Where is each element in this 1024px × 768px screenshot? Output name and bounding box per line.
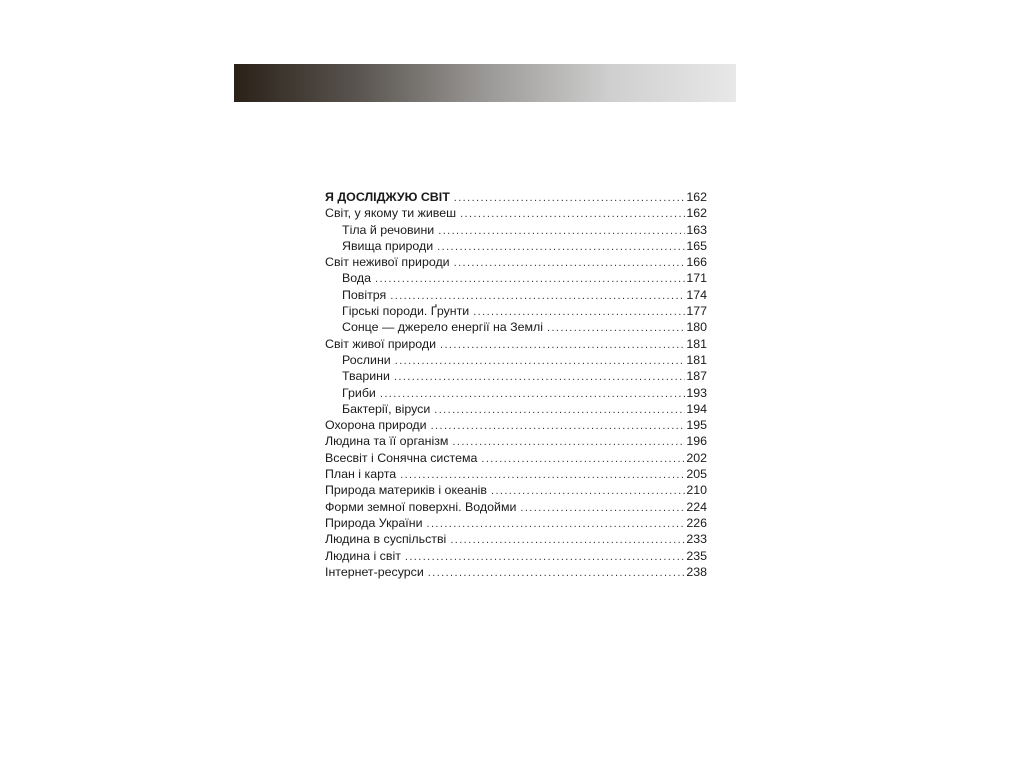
table-of-contents <box>325 189 707 580</box>
toc-entry-page: 187 <box>686 369 707 384</box>
toc-entry-page: 205 <box>686 467 707 482</box>
toc-entry <box>325 515 707 531</box>
toc-entry <box>325 482 707 498</box>
toc-entry <box>325 189 707 205</box>
toc-entry-page: 181 <box>686 352 707 367</box>
toc-entry-page: 224 <box>686 499 707 514</box>
toc-entry-title: Повітря <box>342 287 387 302</box>
toc-dot-leader <box>400 467 685 482</box>
toc-dot-leader <box>450 532 685 547</box>
toc-entry-title: Охорона природи <box>325 418 427 433</box>
toc-entry <box>325 466 707 482</box>
toc-entry-page: 163 <box>686 222 707 237</box>
toc-entry-page: 196 <box>686 434 707 449</box>
toc-entry <box>325 548 707 564</box>
toc-entry <box>325 564 707 580</box>
toc-entry <box>325 401 707 417</box>
toc-entry-title: План і карта <box>325 467 397 482</box>
toc-dot-leader <box>380 386 685 401</box>
toc-entry-title: Гірські породи. Ґрунти <box>342 304 470 319</box>
toc-entry <box>325 385 707 401</box>
toc-entry-page: 193 <box>686 385 707 400</box>
toc-dot-leader <box>547 320 685 335</box>
toc-dot-leader <box>431 418 686 433</box>
toc-dot-leader <box>440 337 685 352</box>
toc-entry-page: 166 <box>686 255 707 270</box>
toc-dot-leader <box>438 223 685 238</box>
toc-dot-leader <box>428 565 686 580</box>
toc-entry-title: Людина та її організм <box>325 434 449 449</box>
toc-entry <box>325 270 707 286</box>
toc-entry <box>325 238 707 254</box>
toc-entry <box>325 254 707 270</box>
toc-entry-title: Світ, у якому ти живеш <box>325 206 457 221</box>
toc-entry-title: Вода <box>342 271 372 286</box>
toc-entry-title: Природа України <box>325 515 423 530</box>
toc-entry <box>325 368 707 384</box>
toc-dot-leader <box>460 206 685 221</box>
toc-entry-page: 235 <box>686 548 707 563</box>
toc-entry <box>325 417 707 433</box>
toc-entry <box>325 499 707 515</box>
toc-dot-leader <box>454 190 686 205</box>
toc-entry-title: Природа материків і океанів <box>325 483 487 498</box>
toc-dot-leader <box>434 402 685 417</box>
toc-entry-page: 162 <box>686 190 707 204</box>
toc-entry <box>325 303 707 319</box>
toc-dot-leader <box>394 369 685 384</box>
toc-entry <box>325 222 707 238</box>
toc-dot-leader <box>427 516 686 531</box>
toc-entry-title: Сонце — джерело енергії на Землі <box>342 320 544 335</box>
toc-dot-leader <box>452 434 685 449</box>
toc-entry <box>325 352 707 368</box>
toc-entry-page: 195 <box>686 418 707 433</box>
toc-dot-leader <box>520 500 685 515</box>
toc-entry-page: 177 <box>686 304 707 319</box>
toc-entry-title: Інтернет-ресурси <box>325 564 424 579</box>
toc-entry-title: Всесвіт і Сонячна система <box>325 450 478 465</box>
toc-dot-leader <box>481 451 685 466</box>
toc-dot-leader <box>395 353 686 368</box>
toc-dot-leader <box>454 255 686 270</box>
toc-dot-leader <box>390 288 685 303</box>
toc-entry-title: Форми земної поверхні. Водойми <box>325 499 517 514</box>
toc-entry-title: Гриби <box>342 385 376 400</box>
toc-dot-leader <box>375 271 685 286</box>
toc-entry-page: 202 <box>686 450 707 465</box>
toc-entry-page: 171 <box>686 271 707 286</box>
toc-entry <box>325 450 707 466</box>
toc-entry-title: Рослини <box>342 352 391 367</box>
toc-entry-page: 238 <box>686 564 707 579</box>
toc-entry <box>325 319 707 335</box>
toc-entry <box>325 336 707 352</box>
toc-entry-page: 181 <box>686 336 707 351</box>
toc-entry-page: 233 <box>686 532 707 547</box>
toc-entry-title: Явища природи <box>342 238 434 253</box>
toc-dot-leader <box>473 304 685 319</box>
toc-dot-leader <box>405 549 685 564</box>
toc-entry-title: Бактерії, віруси <box>342 401 431 416</box>
toc-entry-page: 210 <box>686 483 707 498</box>
toc-entry-page: 162 <box>686 206 707 221</box>
toc-entry <box>325 205 707 221</box>
toc-entry-page: 165 <box>686 238 707 253</box>
toc-dot-leader <box>437 239 685 254</box>
toc-entry-page: 180 <box>686 320 707 335</box>
header-gradient-bar <box>234 64 736 102</box>
toc-entry-title: Світ неживої природи <box>325 255 450 270</box>
toc-entry-title: Людина і світ <box>325 548 401 563</box>
toc-entry <box>325 531 707 547</box>
toc-entry <box>325 433 707 449</box>
toc-entry-page: 194 <box>686 401 707 416</box>
toc-entry <box>325 287 707 303</box>
toc-entry-title: Тіла й речовини <box>342 222 435 237</box>
toc-entry-title: Я ДОСЛІДЖУЮ СВІТ <box>325 190 450 204</box>
toc-entry-page: 226 <box>686 515 707 530</box>
toc-entry-title: Тварини <box>342 369 390 384</box>
toc-entry-page: 174 <box>686 287 707 302</box>
toc-entry-title: Людина в суспільстві <box>325 532 447 547</box>
toc-dot-leader <box>491 483 685 498</box>
toc-entry-title: Світ живої природи <box>325 336 437 351</box>
